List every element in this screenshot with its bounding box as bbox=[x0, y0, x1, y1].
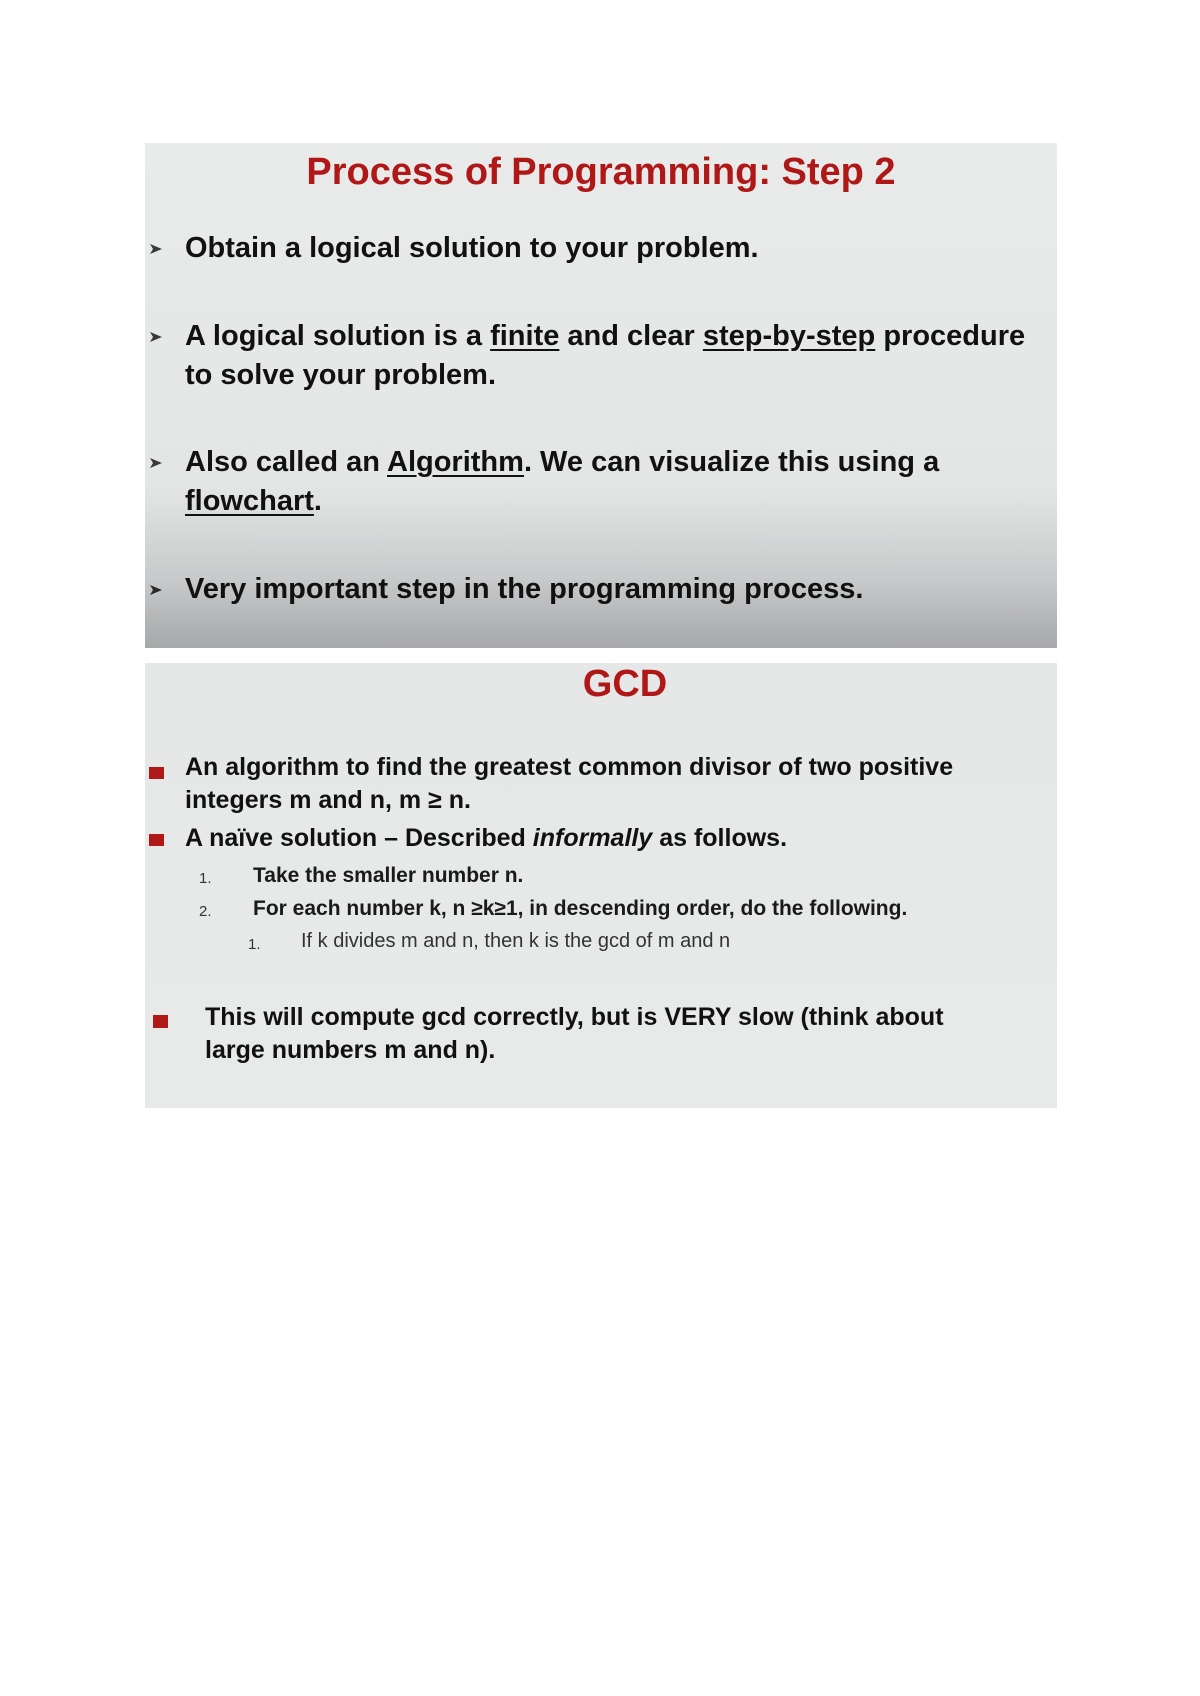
term-step-by-step: step-by-step bbox=[702, 320, 876, 352]
bullet-text: Also called an Algorithm. We can visualize this using a flowchart. bbox=[185, 446, 940, 517]
arrow-bullet-icon bbox=[149, 242, 163, 256]
slide-process-of-programming bbox=[145, 143, 1057, 648]
square-bullet-icon bbox=[149, 767, 164, 779]
bullet-text: A logical solution is a finite and clear step-by-step procedure to solve your problem. bbox=[185, 320, 1026, 391]
square-bullet-icon bbox=[149, 834, 164, 846]
slide-title: GCD bbox=[582, 663, 668, 705]
bullet-text: A naïve solution – Described informally as follows. bbox=[185, 824, 788, 852]
bullet-text: Very important step in the programming process. bbox=[185, 573, 864, 605]
step-text: Take the smaller number n. bbox=[253, 864, 524, 887]
slide-title: Process of Programming: Step 2 bbox=[306, 151, 896, 193]
term-flowchart: flowchart bbox=[185, 485, 314, 517]
slide-gcd bbox=[145, 663, 1057, 1108]
step-number: 2. bbox=[199, 903, 212, 920]
bullet-text: An algorithm to find the greatest common divisor of two positive integers m and n, m ≥ n. bbox=[185, 753, 954, 814]
bullet-text: This will compute gcd correctly, but is VERY slow (think about large numbers m and n). bbox=[205, 1003, 944, 1064]
term-finite: finite bbox=[490, 320, 560, 352]
square-bullet-icon bbox=[153, 1015, 168, 1028]
bullet-text: Obtain a logical solution to your problem. bbox=[185, 232, 759, 264]
arrow-bullet-icon bbox=[149, 330, 163, 344]
step-number: 1. bbox=[199, 870, 212, 887]
substep-text: If k divides m and n, then k is the gcd of m and n bbox=[301, 930, 731, 952]
arrow-bullet-icon bbox=[149, 583, 163, 597]
arrow-bullet-icon bbox=[149, 456, 163, 470]
step-text: For each number k, n ≥k≥1, in descending order, do the following. bbox=[253, 897, 908, 920]
term-algorithm: Algorithm bbox=[387, 446, 524, 478]
substep-number: 1. bbox=[248, 936, 261, 953]
